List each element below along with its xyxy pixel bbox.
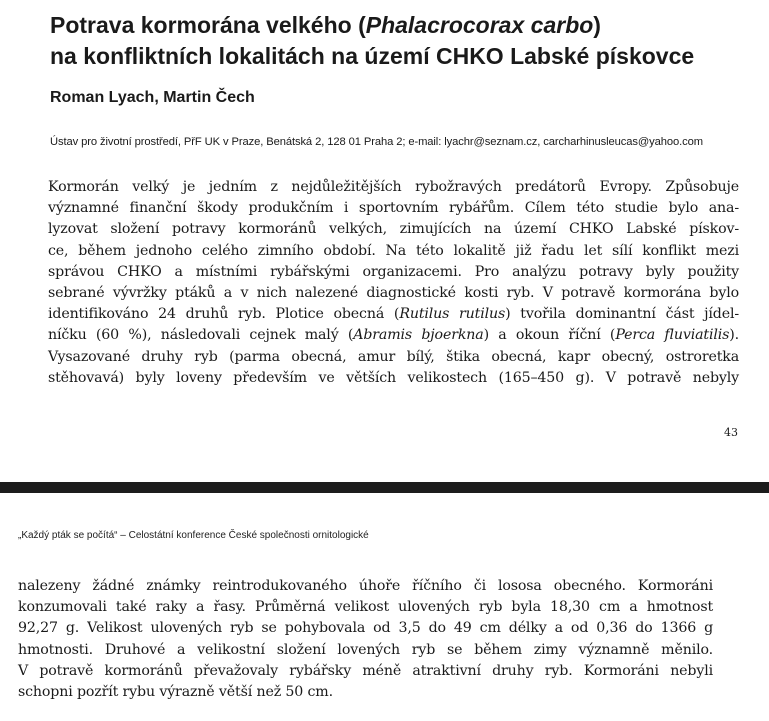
continuation-text [18,576,713,703]
title-line-2: na konfliktních lokalitách na území CHKO Labské pískovce [50,43,695,69]
text-line: níčku (60 %), následovali cejnek malý (Abramis bjoerkna) a okoun říční (Perca fluviatilis). [48,327,740,344]
text-line: správou CHKO a místními rybářskými organizacemi. Pro analýzu potravy byly použity [48,263,739,280]
text-line: nalezeny žádné známky reintrodukovaného úhoře říčního či lososa obecného. Kormoráni [18,578,713,594]
text-line: hmotnosti. Druhové a velikostní složení lovených ryb se během zimy významně měnilo. [18,641,713,658]
text-line: 92,27 g. Velikost ulovených ryb se pohybovala od 3,5 do 49 cm délky a od 0,36 do 1366 g [18,620,713,637]
species-name: Abramis bjoerkna [353,327,484,344]
abstract-text [48,177,739,389]
species-name: Rutilus rutilus [399,306,506,323]
text-line: sebrané vývržky ptáků a v nich nalezené diagnostické kosti ryb. V potravě kormorána bylo [48,285,739,302]
title-line-1: Potrava kormorána velkého (Phalacrocorax carbo) [50,12,601,38]
title-species-name: Phalacrocorax carbo [365,12,594,38]
text-line: stěhovavá) byly loveny především ve větších velikostech (165–450 g). V potravě nebyly [48,369,739,386]
species-name: Perca fluviatilis [615,327,730,344]
authors: Roman Lyach, Martin Čech [50,89,255,106]
affiliation: Ústav pro životní prostředí, PřF UK v Praze, Benátská 2, 128 01 Praha 2; e-mail: lyachr@seznam.cz, carcharhinusleucas@yahoo.com [50,136,703,148]
text-line: V potravě kormoránů převažovaly rybářsky méně atraktivní druhy ryb. Kormoráni nebyli [18,662,713,679]
page-divider [0,482,769,493]
text-line: lyzovat složení potravy kormoránů velkých, zimujících na území CHKO Labské pískov- [48,221,739,238]
text-line: Kormorán velký je jedním z nejdůležitějších rybožravých predátorů Evropy. Způsobuje [48,179,739,195]
running-header: „Každý pták se počítá“ – Celostátní konference České společnosti ornitologické [18,530,369,541]
page-number: 43 [724,426,738,439]
text-line: identifikováno 24 druhů ryb. Plotice obecná (Rutilus rutilus) tvořila dominantní část jídel- [48,306,739,323]
text-line: významné finanční škody produkčním i sportovním rybářům. Cílem této studie bylo ana- [48,200,739,217]
text-line: konzumovali také raky a řasy. Průměrná velikost ulovených ryb byla 18,30 cm a hmotnost [18,599,713,616]
article-title [50,10,750,72]
text-line: schopni pozřít rybu výrazně větší než 50 cm. [18,684,333,701]
text-line: Vysazované druhy ryb (parma obecná, amur bílý, štika obecná, kapr obecný, ostroretka [48,348,739,365]
text-line: ce, během jednoho celého zimního období. Na této lokalitě již řadu let sílí konflikt mezi [48,242,739,259]
